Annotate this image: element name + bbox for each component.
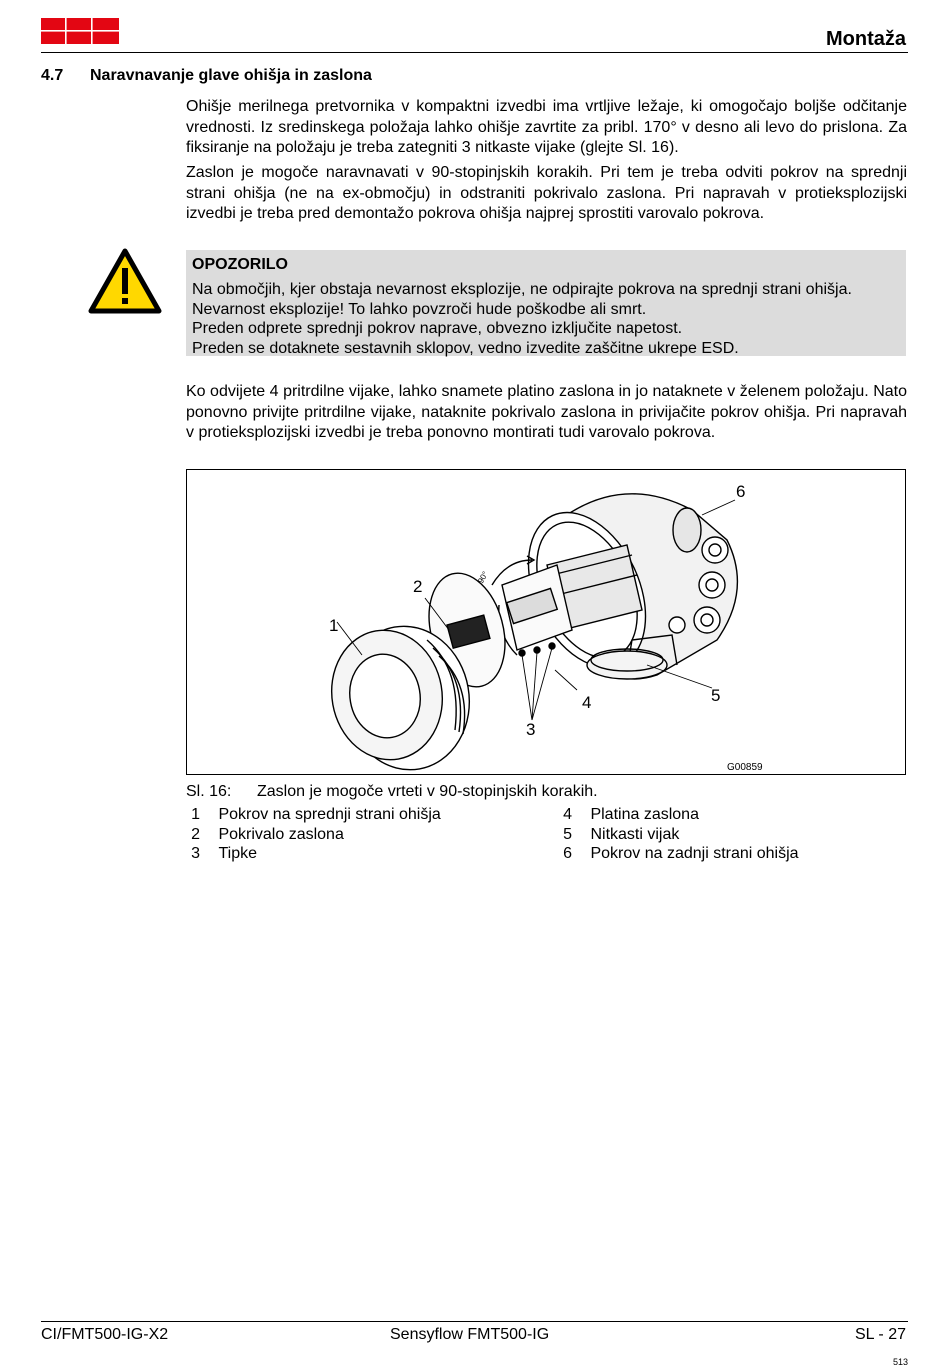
- legend-item: [186, 845, 257, 863]
- callout-5: 5: [711, 686, 721, 705]
- warning-line: Nevarnost eksplozije! To lahko povzroči hude poškodbe ali smrt.: [192, 300, 647, 318]
- legend-number: 3: [191, 845, 200, 862]
- figure-display-assembly: [186, 469, 906, 775]
- page-number: 513: [892, 1357, 908, 1367]
- warning-line: Na območjih, kjer obstaja nevarnost eksplozije, ne odpirajte pokrova na sprednji strani ohišja.: [192, 281, 852, 298]
- footer-doc-id: CI/FMT500-IG-X2: [41, 1326, 169, 1343]
- figure-caption-label: Sl. 16:: [186, 783, 232, 800]
- callout-4: 4: [582, 693, 592, 712]
- legend-item: [558, 806, 699, 824]
- legend-text: Pokrov na zadnji strani ohišja: [590, 845, 799, 862]
- section-title: Naravnavanje glave ohišja in zaslona: [90, 67, 372, 84]
- legend-text: Pokrivalo zaslona: [218, 826, 344, 843]
- legend-item: [186, 826, 344, 844]
- legend-number: 5: [563, 826, 572, 843]
- paragraph-housing-rotation: Ohišje merilnega pretvornika v kompaktni izvedbi ima vrtljive ležaje, ki omogočajo boljše odčitanje vrednosti. Iz sredinskega položaja lahko ohišje zavrtite za pribl. 170° v desno ali levo do prislona. Za fiksiranje na položaju je treba zategniti 3 nitkaste vijake (glejte Sl. 16).: [186, 98, 907, 156]
- paragraph-display-reposition: Ko odvijete 4 pritrdilne vijake, lahko snamete platino zaslona in jo nataknete v želenem položaju. Nato ponovno privijte pritrdilne vijake, nataknite pokrivalo zaslona in privijačite pokrov ohišja. Pri napravah v protieksplozijski izvedbi je treba ponovno montirati tudi varovalo pokrova.: [186, 383, 907, 441]
- footer-rule: [41, 1321, 908, 1322]
- chapter-title: Montaža: [826, 28, 906, 50]
- warning-line: Preden odprete sprednji pokrov naprave, obvezno izključite napetost.: [192, 320, 683, 337]
- angle-label: 90°: [476, 570, 490, 585]
- legend-number: 2: [191, 826, 200, 843]
- callout-1: 1: [329, 616, 339, 635]
- figure-caption-text: Zaslon je mogoče vrteti v 90-stopinjskih korakih.: [257, 783, 598, 800]
- warning-triangle-icon: [88, 248, 162, 314]
- exploded-view-drawing: [187, 470, 905, 774]
- legend-number: 4: [563, 806, 572, 823]
- legend-text: Nitkasti vijak: [590, 826, 680, 843]
- section-number: 4.7: [41, 67, 64, 84]
- warning-title: OPOZORILO: [192, 256, 288, 273]
- header-rule: [41, 52, 908, 53]
- legend-number: 6: [563, 845, 572, 862]
- callout-6: 6: [736, 482, 746, 501]
- footer-page: SL - 27: [855, 1326, 906, 1343]
- legend-text: Platina zaslona: [590, 806, 699, 823]
- warning-box: [186, 250, 906, 356]
- legend-item: [186, 806, 441, 824]
- warning-line: Preden se dotaknete sestavnih sklopov, vedno izvedite zaščitne ukrepe ESD.: [192, 339, 739, 357]
- legend-item: [558, 845, 799, 863]
- legend-number: 1: [191, 806, 200, 823]
- footer-product: Sensyflow FMT500-IG: [390, 1326, 550, 1343]
- callout-2: 2: [413, 577, 423, 596]
- legend-text: Pokrov na sprednji strani ohišja: [218, 806, 441, 823]
- legend-item: [558, 826, 679, 844]
- abb-logo: [41, 16, 119, 46]
- callout-3: 3: [526, 720, 536, 739]
- legend-text: Tipke: [218, 845, 257, 862]
- figure-code: G00859: [727, 762, 763, 773]
- paragraph-display-rotation: Zaslon je mogoče naravnavati v 90-stopinjskih korakih. Pri tem je treba odviti pokrov na sprednji strani ohišja (ne na ex-območju) in odstraniti pokrivalo zaslona. Pri napravah v protieksplozijski izvedbi je treba pred demontažo pokrova ohišja najprej sprostiti varovalo pokrova.: [186, 164, 907, 222]
